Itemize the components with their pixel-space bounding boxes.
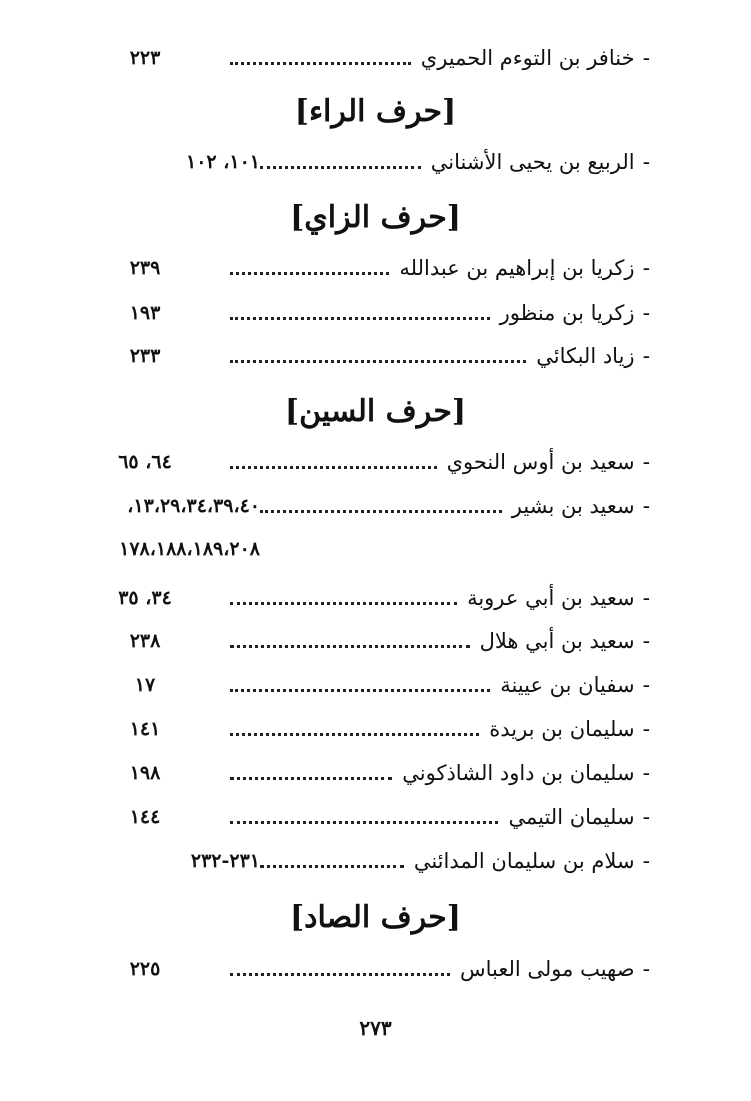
entry-dash: - bbox=[642, 449, 650, 475]
entry-dash: - bbox=[642, 343, 650, 369]
index-entry bbox=[60, 799, 650, 835]
leader-dots bbox=[230, 689, 490, 692]
leader-dots bbox=[230, 733, 479, 736]
leader-dots bbox=[230, 466, 437, 469]
entry-name: الربيع بن يحيى الأشناني bbox=[430, 150, 635, 174]
entry-name: سعيد بن بشير bbox=[511, 494, 635, 518]
entry-pages: ٢٣٣ bbox=[129, 345, 161, 367]
index-entry bbox=[60, 667, 650, 703]
entry-pages: ٢٣٩ bbox=[129, 257, 161, 279]
leader-dots bbox=[230, 973, 450, 976]
leader-dots bbox=[260, 166, 421, 169]
entry-dash: - bbox=[642, 45, 650, 71]
entry-dash: - bbox=[642, 300, 650, 326]
section-heading-ra: [حرف الراء] bbox=[294, 94, 457, 129]
entry-name: زكريا بن إبراهيم بن عبدالله bbox=[399, 256, 635, 280]
entry-pages: ١٩٣ bbox=[129, 302, 161, 324]
index-entry bbox=[60, 40, 650, 76]
index-entry bbox=[60, 755, 650, 791]
entry-pages: ١٠١، ١٠٢ bbox=[186, 151, 260, 173]
leader-dots bbox=[230, 777, 392, 780]
section-heading-zay: [حرف الزاي] bbox=[290, 200, 461, 235]
index-entry bbox=[60, 580, 650, 616]
entry-dash: - bbox=[642, 585, 650, 611]
entry-dash: - bbox=[642, 804, 650, 830]
leader-dots bbox=[260, 865, 404, 868]
entry-name: سعيد بن أوس النحوي bbox=[446, 450, 635, 474]
entry-pages: ٢٢٣ bbox=[129, 47, 161, 69]
leader-dots bbox=[260, 510, 502, 513]
leader-dots bbox=[230, 602, 457, 605]
entry-name: سفيان بن عيينة bbox=[500, 673, 635, 697]
entry-pages: ٣٤، ٣٥ bbox=[118, 587, 172, 609]
entry-pages: ٢٣١-٢٣٢ bbox=[190, 850, 260, 872]
entry-name: زياد البكائي bbox=[536, 344, 635, 368]
entry-pages-continuation: ١٧٨،١٨٨،١٨٩،٢٠٨ bbox=[119, 538, 260, 560]
section-heading-sin: [حرف السين] bbox=[284, 394, 467, 429]
entry-name: سلام بن سليمان المدائني bbox=[413, 849, 635, 873]
entry-name: خنافر بن التوءم الحميري bbox=[420, 46, 635, 70]
entry-name: سليمان بن بريدة bbox=[489, 717, 635, 741]
index-entry bbox=[60, 295, 650, 331]
entry-pages: ١٩٨ bbox=[129, 762, 161, 784]
page-number: ٢٧٣ bbox=[359, 1016, 392, 1040]
entry-pages: ١٤١ bbox=[129, 718, 161, 740]
entry-name: صهيب مولى العباس bbox=[460, 957, 635, 981]
entry-pages: ٦٤، ٦٥ bbox=[118, 451, 172, 473]
entry-name: سعيد بن أبي عروبة bbox=[467, 586, 635, 610]
entry-name: سعيد بن أبي هلال bbox=[479, 629, 635, 653]
leader-dots bbox=[230, 821, 498, 824]
entry-dash: - bbox=[642, 149, 650, 175]
entry-dash: - bbox=[642, 716, 650, 742]
entry-pages: ١٣،٢٩،٣٤،٣٩،٤٠، bbox=[127, 495, 260, 517]
entry-dash: - bbox=[642, 493, 650, 519]
index-entry bbox=[60, 623, 650, 659]
entry-dash: - bbox=[642, 628, 650, 654]
entry-dash: - bbox=[642, 255, 650, 281]
leader-dots bbox=[230, 360, 526, 363]
entry-pages: ١٧ bbox=[134, 674, 156, 696]
leader-dots bbox=[230, 645, 470, 648]
index-entry bbox=[60, 250, 650, 286]
index-entry bbox=[60, 843, 650, 879]
index-entry bbox=[60, 711, 650, 747]
entry-pages: ٢٢٥ bbox=[129, 958, 161, 980]
entry-name: سليمان بن داود الشاذكوني bbox=[402, 761, 635, 785]
leader-dots bbox=[230, 62, 411, 65]
entry-name: زكريا بن منظور bbox=[499, 301, 635, 325]
leader-dots bbox=[230, 272, 389, 275]
entry-dash: - bbox=[642, 956, 650, 982]
index-entry bbox=[60, 144, 650, 180]
entry-pages: ٢٣٨ bbox=[129, 630, 161, 652]
entry-dash: - bbox=[642, 672, 650, 698]
index-entry bbox=[60, 488, 650, 524]
entry-name: سليمان التيمي bbox=[508, 805, 635, 829]
index-entry bbox=[60, 338, 650, 374]
entry-dash: - bbox=[642, 848, 650, 874]
leader-dots bbox=[230, 317, 490, 320]
index-entry bbox=[60, 951, 650, 987]
index-entry bbox=[60, 444, 650, 480]
section-heading-sad: [حرف الصاد] bbox=[289, 900, 462, 935]
entry-pages: ١٤٤ bbox=[129, 806, 161, 828]
entry-dash: - bbox=[642, 760, 650, 786]
